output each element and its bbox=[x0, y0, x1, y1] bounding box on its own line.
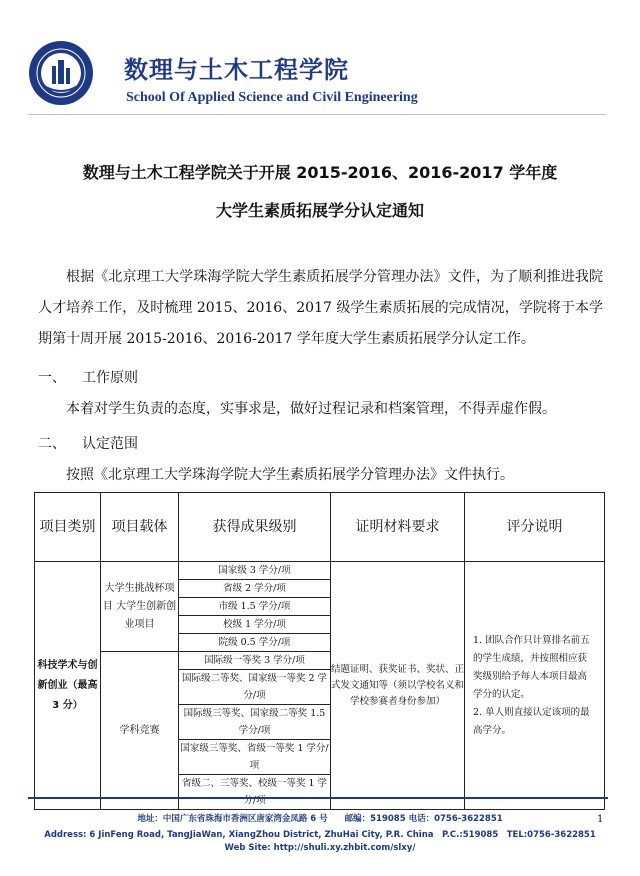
score-cell bbox=[465, 562, 605, 810]
level-cell: 省级二、三等奖、校级一等奖 1 学分/项 bbox=[179, 775, 331, 810]
level-cell: 国家级 3 学分/项 bbox=[179, 562, 331, 580]
carrier-cell: 学科竞赛 bbox=[101, 652, 179, 810]
level-cell: 院级 0.5 学分/项 bbox=[179, 634, 331, 652]
score-note-1: 1. 团队合作只计算排名前五的学生成绩，并按照相应获奖级别给予每人本项目最高学分的认定。 bbox=[473, 634, 590, 700]
intro-paragraph: 根据《北京理工大学珠海学院大学生素质拓展学分管理办法》文件，为了顺利推进我院人才培养工作，及时梳理 2015、2016、2017 级学生素质拓展的完成情况，学院将于本学期第十周开展 2015-2016、2016-2017 学年度大学生素质拓展学分认定工作。 bbox=[38, 269, 603, 347]
credit-table bbox=[34, 492, 605, 810]
letterhead bbox=[28, 40, 618, 112]
level-cell: 国际级一等奖 3 学分/项 bbox=[179, 652, 331, 670]
score-note-2: 2. 单人则直接认定该项的最高学分。 bbox=[473, 706, 590, 736]
table-row bbox=[35, 562, 605, 580]
proof-cell: 结题证明、获奖证书、奖状、正式发文通知等（须以学校名义和学校参赛者身份参加） bbox=[331, 562, 465, 810]
header-cell: 获得成果级别 bbox=[179, 493, 331, 562]
principle-paragraph: 本着对学生负责的态度，实事求是，做好过程记录和档案管理，不得弄虚作假。 bbox=[66, 401, 556, 417]
college-seal-logo bbox=[28, 40, 94, 106]
level-cell: 国际级三等奖、国家级二等奖 1.5 学分/项 bbox=[179, 705, 331, 740]
header-divider bbox=[28, 114, 606, 115]
carrier-cell: 大学生挑战杯项目 大学生创新创业项目 bbox=[101, 562, 179, 652]
section-heading-2 bbox=[38, 433, 138, 453]
college-name-cn: 数理与土木工程学院 bbox=[124, 56, 349, 84]
header-cell: 评分说明 bbox=[465, 493, 605, 562]
section-number: 一、 bbox=[38, 370, 66, 386]
category-cell: 科技学术与创新创业（最高 3 分） bbox=[35, 562, 101, 810]
level-cell: 国际级二等奖、国家级一等奖 2 学分/项 bbox=[179, 670, 331, 705]
scope-paragraph: 按照《北京理工大学珠海学院大学生素质拓展学分管理办法》文件执行。 bbox=[66, 467, 514, 483]
section-title: 认定范围 bbox=[82, 436, 138, 452]
section-title: 工作原则 bbox=[82, 370, 138, 386]
section-number: 二、 bbox=[38, 436, 66, 452]
document-title-line2: 大学生素质拓展学分认定通知 bbox=[215, 201, 424, 220]
footer-website: Web Site: http://shuli.xy.zhbit.com/slxy/ bbox=[224, 843, 416, 853]
document-title-line1: 数理与土木工程学院关于开展 2015-2016、2016-2017 学年度 bbox=[82, 163, 558, 182]
footer-divider bbox=[28, 797, 608, 799]
header-cell: 项目类别 bbox=[35, 493, 101, 562]
footer-address-en: Address: 6 JinFeng Road, TangJiaWan, XiangZhou District, ZhuHai City, P.R. China P.C.:519085 TEL:0756-3622851 bbox=[44, 830, 596, 840]
section-heading-1 bbox=[38, 367, 138, 387]
college-name-en: School Of Applied Science and Civil Engineering bbox=[126, 90, 418, 105]
page-number: 1 bbox=[597, 814, 604, 825]
level-cell: 校级 1 学分/项 bbox=[179, 616, 331, 634]
level-cell: 市级 1.5 学分/项 bbox=[179, 598, 331, 616]
header-cell: 证明材料要求 bbox=[331, 493, 465, 562]
table-header-row bbox=[35, 493, 605, 562]
footer-address-cn: 地址：中国广东省珠海市香洲区唐家湾金凤路 6 号 邮编：519085 电话：0756-3622851 bbox=[137, 814, 503, 824]
header-cell: 项目载体 bbox=[101, 493, 179, 562]
level-cell: 省级 2 学分/项 bbox=[179, 580, 331, 598]
level-cell: 国家级三等奖、省级一等奖 1 学分/项 bbox=[179, 740, 331, 775]
